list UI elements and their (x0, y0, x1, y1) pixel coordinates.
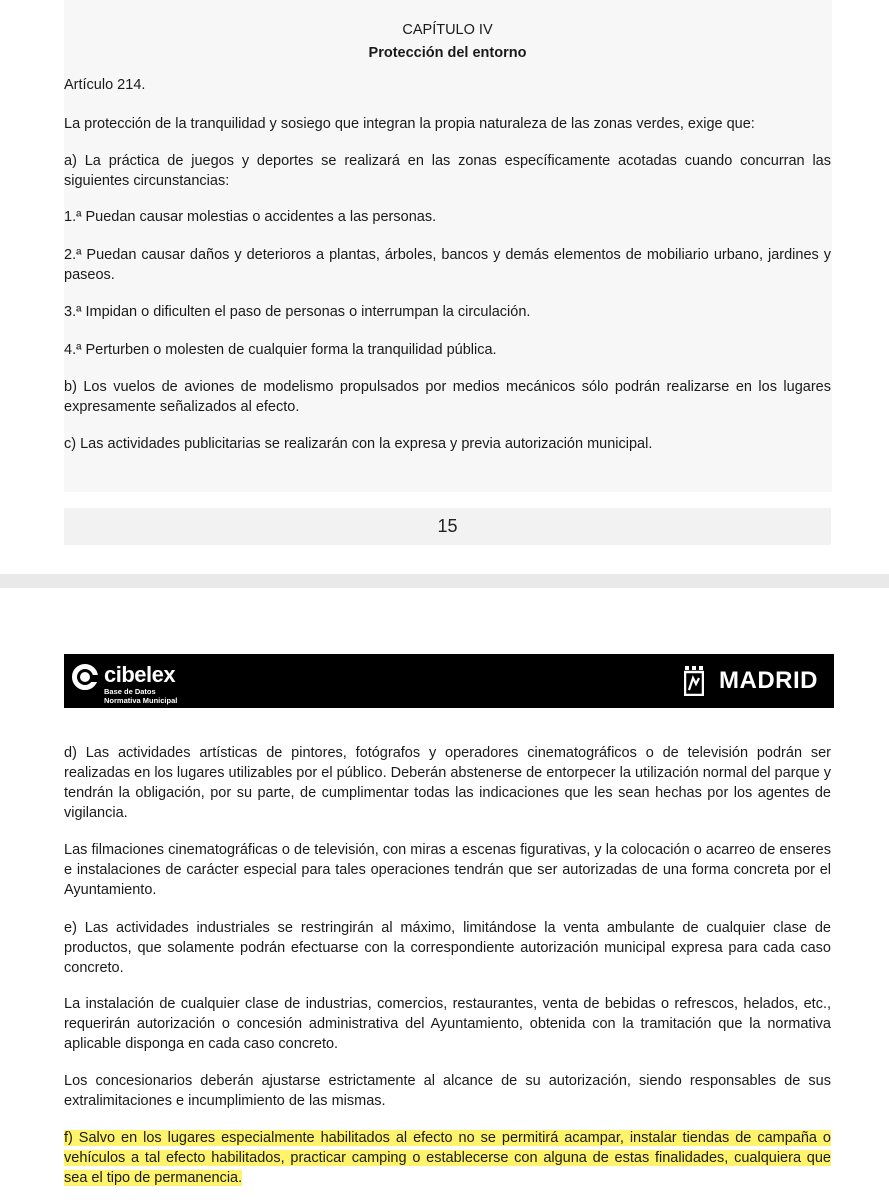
paragraph-filmaciones: Las filmaciones cinematográficas o de televisión, con miras a escenas figurativas, y la colocación o acarreo de enseres e instalaciones de carácter especial para tales operaciones tendrán que ser autorizadas de una forma concreta por el Ayuntamiento. (64, 842, 831, 898)
article-number: Artículo 214. (64, 77, 146, 93)
cibelex-subtitle-2: Normativa Municipal (104, 696, 178, 705)
paragraph-intro: La protección de la tranquilidad y sosiego que integran la propia naturaleza de las zonas verdes, exige que: (64, 116, 755, 132)
chapter-title: Protección del entorno (368, 45, 527, 61)
madrid-crest-icon (684, 666, 704, 696)
paragraph-a: a) La práctica de juegos y deportes se realizará en las zonas específicamente acotadas cuando concurran las siguientes circunstancias: (64, 153, 831, 189)
document-page-15 (0, 0, 889, 574)
paragraph-concesionarios: Los concesionarios deberán ajustarse estrictamente al alcance de su autorización, siendo responsables de sus extralimitaciones e incumplimiento de las mismas. (64, 1073, 831, 1109)
chapter-heading: CAPÍTULO IV (402, 22, 493, 38)
paragraph-1: 1.ª Puedan causar molestias o accidentes a las personas. (64, 209, 437, 225)
cibelex-brand: cibelex (104, 662, 176, 687)
page-number: 15 (64, 508, 831, 545)
paragraph-d: d) Las actividades artísticas de pintores, fotógrafos y operadores cinematográficos o de televisión podrán ser realizadas en los lugares utilizables por el público. Deberán abstenerse de entorpecer la utilización normal del parque y tendrán la obligación, por su parte, de cumplimentar todas las indicaciones que les sean hechas por los agentes de vigilancia. (64, 745, 831, 821)
document-header (64, 654, 834, 708)
paragraph-c: c) Las actividades publicitarias se realizarán con la expresa y previa autorización municipal. (64, 436, 653, 452)
paragraph-instalacion: La instalación de cualquier clase de industrias, comercios, restaurantes, venta de bebidas o refrescos, helados, etc., requerirán autorización o concesión administrativa del Ayuntamiento, obtenida con la tramitación que la normativa aplicable disponga en cada caso concreto. (64, 996, 831, 1052)
cibelex-subtitle-1: Base de Datos (104, 687, 156, 696)
paragraph-4: 4.ª Perturben o molesten de cualquier forma la tranquilidad pública. (64, 342, 497, 358)
paragraph-3: 3.ª Impidan o dificulten el paso de personas o interrumpan la circulación. (64, 304, 531, 320)
paragraph-e: e) Las actividades industriales se restringirán al máximo, limitándose la venta ambulante de cualquier clase de productos, que solamente podrán efectuarse con la correspondiente autorización municipal expresa para cada caso concreto. (64, 920, 831, 976)
madrid-wordmark: MADRID (719, 667, 818, 694)
highlighted-text: f) Salvo en los lugares especialmente habilitados al efecto no se permitirá acampar, instalar tiendas de campaña o vehículos a tal efecto habilitados, practicar camping o establecerse con alguna de estas finalidades, cualquiera que sea el tipo de permanencia. (64, 1130, 831, 1186)
paragraph-f-highlighted (64, 1128, 831, 1188)
paragraph-2: 2.ª Puedan causar daños y deterioros a plantas, árboles, bancos y demás elementos de mobiliario urbano, jardines y paseos. (64, 247, 831, 283)
paragraph-b: b) Los vuelos de aviones de modelismo propulsados por medios mecánicos sólo podrán realizarse en los lugares expresamente señalizados al efecto. (64, 379, 831, 415)
